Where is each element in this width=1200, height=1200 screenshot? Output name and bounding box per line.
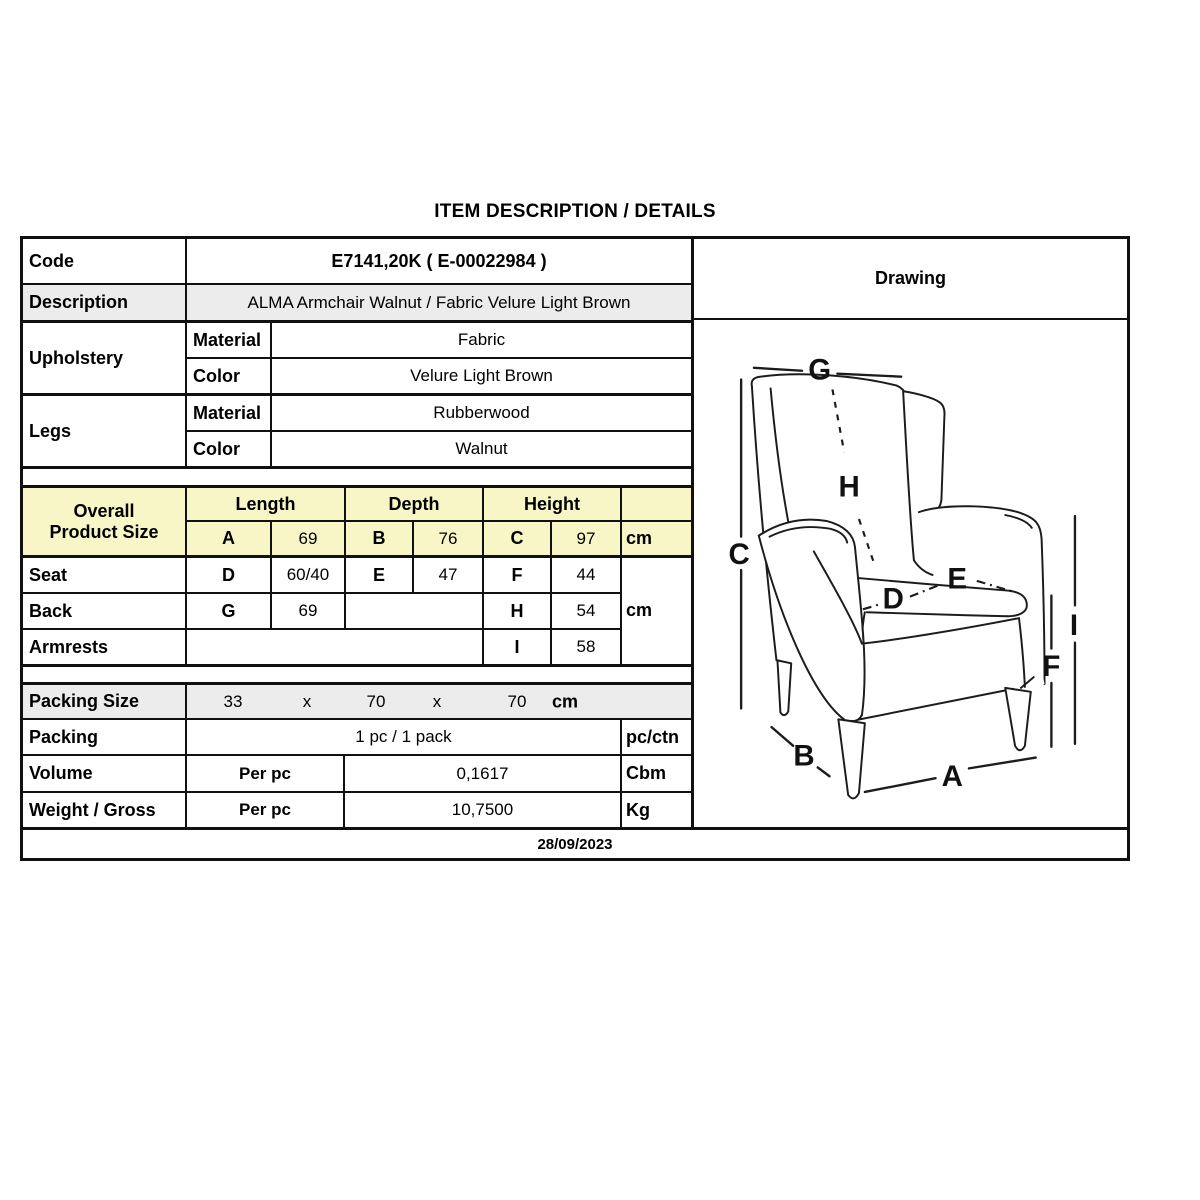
volume-per-pc: Per pc (185, 754, 343, 791)
upholstery-color-value: Velure Light Brown (270, 357, 691, 393)
chair-wing-outer-edge (904, 391, 944, 514)
back-g-key: G (185, 592, 270, 628)
armrests-i-value: 58 (550, 628, 620, 664)
dim-label-B: B (793, 739, 815, 773)
weight-label: Weight / Gross (23, 791, 185, 827)
overall-a-key: A (185, 520, 270, 555)
dim-label-A: A (941, 760, 963, 794)
description-row (23, 283, 691, 320)
dim-label-H: H (838, 470, 860, 504)
description-label: Description (23, 283, 185, 320)
dim-label-I: I (1069, 608, 1079, 642)
chair-back-left-edge (752, 386, 777, 660)
seat-d-value: 60/40 (270, 555, 344, 592)
spacer-row-2 (23, 664, 691, 682)
armchair-drawing (694, 320, 1127, 827)
seat-f-value: 44 (550, 555, 620, 592)
seat-e-value: 47 (412, 555, 482, 592)
overall-line2: Product Size (49, 521, 159, 542)
packing-size-unit: cm (551, 691, 579, 711)
packing-row (23, 718, 691, 754)
seat-label: Seat (23, 555, 185, 592)
back-g-value: 69 (270, 592, 344, 628)
armrests-label: Armrests (23, 628, 185, 664)
seat-row (23, 555, 691, 592)
seat-e-key: E (344, 555, 412, 592)
packing-size-v3: 70 (507, 691, 527, 711)
overall-b-value: 76 (412, 520, 482, 555)
legs-material-value: Rubberwood (270, 393, 691, 430)
packing-size-v2: 70 (366, 691, 386, 711)
drawing-area (694, 320, 1127, 827)
overall-line1: Overall (73, 500, 135, 521)
overall-c-value: 97 (550, 520, 620, 555)
upholstery-material-value: Fabric (270, 320, 691, 357)
packing-size-x1: x (302, 691, 312, 711)
dim-label-F: F (1042, 650, 1061, 684)
overall-c-key: C (482, 520, 550, 555)
legs-color-label: Color (185, 430, 270, 466)
upholstery-block (23, 320, 691, 393)
packing-size-row (23, 682, 691, 718)
description-value: ALMA Armchair Walnut / Fabric Velure Light Brown (185, 283, 691, 320)
date-row (23, 827, 1127, 858)
volume-row (23, 754, 691, 791)
packing-unit: pc/ctn (620, 718, 691, 754)
chair-wing-seat-junction (914, 560, 933, 575)
packing-size-v1: 33 (223, 691, 243, 711)
armrests-empty (185, 628, 482, 664)
col-header-depth: Depth (344, 485, 482, 520)
upholstery-color-label: Color (185, 357, 270, 393)
date-value: 28/09/2023 (537, 835, 613, 853)
legs-label: Legs (23, 393, 185, 466)
size-header-block (23, 485, 691, 555)
dim-label-E: E (947, 562, 967, 596)
upholstery-label: Upholstery (23, 320, 185, 393)
drawing-header: Drawing (694, 239, 1127, 320)
col-header-length: Length (185, 485, 344, 520)
packing-size-label: Packing Size (23, 682, 185, 718)
drawing-panel (691, 239, 1127, 827)
overall-b-key: B (344, 520, 412, 555)
col-header-height: Height (482, 485, 620, 520)
overall-a-value: 69 (270, 520, 344, 555)
back-label: Back (23, 592, 185, 628)
dim-label-G: G (808, 353, 832, 387)
page-title: ITEM DESCRIPTION / DETAILS (434, 201, 716, 222)
seat-d-key: D (185, 555, 270, 592)
size-unit-merged-bottom (620, 628, 691, 664)
size-unit-merged-top (620, 555, 691, 592)
legs-material-label: Material (185, 393, 270, 430)
back-depth-empty (344, 592, 482, 628)
spacer-row-1 (23, 466, 691, 485)
code-value: E7141,20K ( E-00022984 ) (185, 239, 691, 283)
overall-product-size-label (23, 485, 185, 555)
packing-size-values (185, 682, 691, 718)
dim-label-C: C (728, 538, 750, 572)
back-row (23, 592, 691, 628)
size-unit-merged: cm (620, 592, 691, 628)
packing-value: 1 pc / 1 pack (185, 718, 620, 754)
dim-label-D: D (882, 582, 904, 616)
overall-unit: cm (620, 520, 691, 555)
data-column (23, 239, 691, 827)
weight-value: 10,7500 (343, 791, 620, 827)
chair-back-side-edge (771, 388, 790, 526)
packing-label: Packing (23, 718, 185, 754)
volume-value: 0,1617 (343, 754, 620, 791)
legs-color-value: Walnut (270, 430, 691, 466)
weight-unit: Kg (620, 791, 691, 827)
back-h-value: 54 (550, 592, 620, 628)
col-header-unit-empty (620, 485, 691, 520)
upholstery-material-label: Material (185, 320, 270, 357)
seat-f-key: F (482, 555, 550, 592)
back-h-key: H (482, 592, 550, 628)
armrests-row (23, 628, 691, 664)
weight-per-pc: Per pc (185, 791, 343, 827)
volume-label: Volume (23, 754, 185, 791)
spec-table (20, 236, 1130, 861)
volume-unit: Cbm (620, 754, 691, 791)
chair-left-arm-fill (759, 521, 864, 722)
packing-size-x2: x (432, 691, 442, 711)
weight-row (23, 791, 691, 827)
code-label: Code (23, 239, 185, 283)
code-row (23, 239, 691, 283)
legs-block (23, 393, 691, 466)
chair-wing-inner-edge (903, 391, 914, 560)
table-main (23, 239, 1127, 827)
armrests-i-key: I (482, 628, 550, 664)
